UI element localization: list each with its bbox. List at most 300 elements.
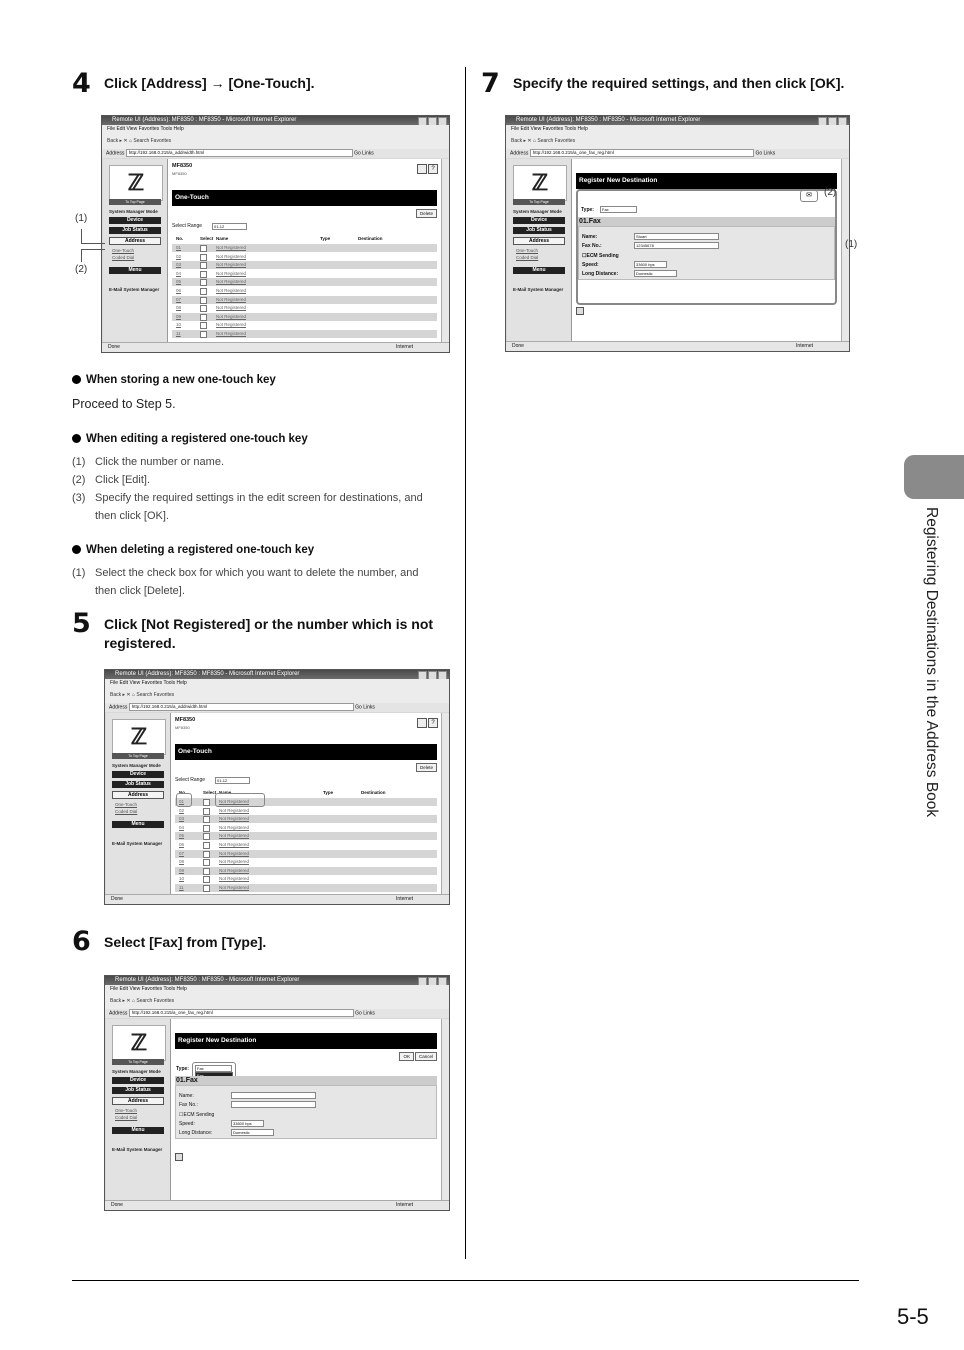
content-pane xyxy=(168,159,441,343)
row-number: 01 xyxy=(179,799,185,804)
callout-1-d: (1) xyxy=(845,239,858,250)
menu-bar: File Edit View Favorites Tools Help xyxy=(506,125,849,134)
callout-2-d: (2) xyxy=(824,187,837,198)
help-icon: ? xyxy=(428,718,438,728)
item-text: Specify the required settings in the edit screen for destinations, and xyxy=(95,492,423,504)
row-checkbox xyxy=(203,816,210,823)
footer-rule xyxy=(72,1280,859,1281)
device-button: Device xyxy=(112,1077,164,1084)
register-header: Register New Destination xyxy=(175,1033,437,1049)
item-text: then click [OK]. xyxy=(95,510,169,522)
one-touch-link: One-Touch xyxy=(112,248,135,253)
table-row xyxy=(172,313,437,321)
row-checkbox xyxy=(200,297,207,304)
edit-heading-text: When editing a registered one-touch key xyxy=(86,433,308,445)
status-internet: Internet xyxy=(396,896,413,902)
status-bar xyxy=(105,1200,449,1210)
col-name: Name xyxy=(216,236,229,241)
ecm-row: ☐ECM Sending xyxy=(179,1112,215,1118)
status-done: Done xyxy=(111,1202,123,1208)
address-bar xyxy=(102,149,449,158)
row-name: Not Registered xyxy=(219,799,250,804)
email-sys-mgr: E-Mail System Manager xyxy=(112,1147,163,1152)
coded-dial-link: Coded Dial xyxy=(112,255,135,260)
row-name: Not Registered xyxy=(216,253,247,259)
callout-line xyxy=(81,249,105,250)
go-button: Go xyxy=(755,150,763,157)
row-name: Not Registered xyxy=(219,807,250,813)
row-checkbox xyxy=(200,314,207,321)
table-row xyxy=(172,296,437,304)
list-item xyxy=(72,507,452,525)
table-row xyxy=(175,815,437,823)
type-label: Type: xyxy=(176,1066,189,1072)
content-pane xyxy=(171,713,441,895)
row-name: Not Registered xyxy=(219,833,250,839)
to-top-page: To Top Page xyxy=(112,1059,164,1065)
row-number: 06 xyxy=(179,842,185,847)
row-name: Not Registered xyxy=(219,824,250,830)
one-touch-link: One-Touch xyxy=(115,802,138,807)
email-sys-mgr: E-Mail System Manager xyxy=(112,841,163,846)
browser-toolbar: Back ▸ ✕ ⌂ Search Favorites xyxy=(506,134,849,150)
row-number: 05 xyxy=(179,833,185,839)
address-button: Address xyxy=(112,791,164,799)
coded-dial-link: Coded Dial xyxy=(115,809,138,814)
device-button: Device xyxy=(513,217,565,224)
callout-line xyxy=(81,249,82,262)
row-name: Not Registered xyxy=(219,816,250,822)
row-name: Not Registered xyxy=(216,270,247,276)
row-checkbox xyxy=(203,808,210,815)
long-distance-dropdown: Domestic xyxy=(231,1129,274,1136)
row-number: 05 xyxy=(176,279,182,285)
coded-dial-link: Coded Dial xyxy=(516,255,539,260)
job-status-button: Job Status xyxy=(109,227,161,234)
table-row xyxy=(172,253,437,261)
list-item xyxy=(72,453,452,471)
row-checkbox xyxy=(200,254,207,261)
row-name: Not Registered xyxy=(219,876,250,882)
row-checkbox xyxy=(203,833,210,840)
refresh-icon xyxy=(417,164,427,174)
col-select: Select xyxy=(203,790,217,795)
one-touch-header: One-Touch xyxy=(172,190,437,206)
item-number: (1) xyxy=(72,456,86,468)
faxno-field xyxy=(231,1101,316,1108)
row-name: Not Registered xyxy=(216,262,247,268)
one-touch-link: One-Touch xyxy=(115,1108,138,1113)
row-name: Not Registered xyxy=(219,859,250,865)
step-5-title-line1: Click [Not Registered] or the number which is not xyxy=(104,616,434,632)
row-number: 02 xyxy=(176,253,182,259)
left-pane xyxy=(106,1019,171,1201)
table-row xyxy=(172,270,437,278)
status-bar xyxy=(506,341,849,351)
window-title: Remote UI (Address): MF8350 : MF8350 - Microsoft Internet Explorer xyxy=(506,116,849,125)
status-internet: Internet xyxy=(396,1202,413,1208)
faxno-field: 12345678 xyxy=(634,242,719,249)
table-header xyxy=(172,235,437,243)
col-type: Type xyxy=(320,236,331,241)
back-arrow-icon xyxy=(175,1153,183,1161)
table-row xyxy=(172,261,437,269)
row-number: 10 xyxy=(176,322,182,328)
type-label: Type: xyxy=(581,207,594,213)
ecm-label: ECM Sending xyxy=(183,1112,215,1118)
cancel-button: Cancel xyxy=(415,1052,437,1061)
bullet-dot xyxy=(72,545,81,554)
row-number: 07 xyxy=(176,296,182,302)
speed-dropdown: 33600 bps xyxy=(634,261,667,268)
delete-heading-text: When deleting a registered one-touch key xyxy=(86,544,315,556)
speed-label: Speed: xyxy=(582,262,599,268)
to-top-page: To Top Page xyxy=(513,199,565,205)
row-number: 01 xyxy=(176,245,182,250)
device-sub: MF8350 xyxy=(175,725,190,730)
go-button: Go xyxy=(355,704,362,711)
ok-button: OK xyxy=(399,1052,414,1061)
step-4-title: Click [Address] → [One-Touch]. xyxy=(104,75,315,91)
speed-label: Speed: xyxy=(179,1121,195,1127)
browser-toolbar: Back ▸ ✕ ⌂ Search Favorites xyxy=(105,994,449,1010)
step-7-title: Specify the required settings, and then click [OK]. xyxy=(513,75,845,91)
row-checkbox xyxy=(200,279,207,286)
list-item xyxy=(72,489,452,507)
faxno-label: Fax No.: xyxy=(582,243,602,249)
chapter-tab xyxy=(904,455,964,499)
links-label: Links xyxy=(363,704,375,711)
entry-form xyxy=(175,1085,437,1139)
address-label: Address xyxy=(510,150,529,157)
device-name: MF8350 xyxy=(172,163,193,169)
highlight-not-registered xyxy=(215,793,265,807)
faxno-label: Fax No.: xyxy=(179,1102,198,1108)
row-name: Not Registered xyxy=(216,313,247,319)
name-field xyxy=(231,1092,316,1099)
entry-title: 01.Fax xyxy=(579,218,601,225)
row-checkbox xyxy=(203,876,210,883)
row-name: Not Registered xyxy=(216,331,247,336)
list-item xyxy=(72,582,452,600)
speed-dropdown: 33600 bps xyxy=(231,1120,264,1127)
name-label: Name: xyxy=(179,1093,194,1099)
table-row xyxy=(175,832,437,840)
name-field: Stuart xyxy=(634,233,719,240)
callout-2-a: (2) xyxy=(75,264,88,275)
mode-label: System Manager Mode xyxy=(112,1069,161,1074)
highlight-number xyxy=(176,793,192,807)
url-field: http://192.168.0.215/a_one_fax_reg.html xyxy=(129,1009,354,1017)
row-number: 06 xyxy=(176,288,182,293)
row-number: 10 xyxy=(179,876,185,882)
list-item xyxy=(72,564,452,582)
delete-heading xyxy=(72,544,314,556)
screenshot-select-type xyxy=(104,975,450,1211)
long-distance-label: Long Distance: xyxy=(179,1130,213,1136)
delete-button: Delete xyxy=(416,209,437,218)
go-button: Go xyxy=(354,150,361,157)
email-sys-mgr: E-Mail System Manager xyxy=(513,287,564,292)
row-name: Not Registered xyxy=(216,296,247,302)
row-number: 11 xyxy=(179,885,184,890)
row-name: Not Registered xyxy=(216,288,247,293)
address-label: Address xyxy=(109,1010,128,1017)
ecm-row: ☐ECM Sending xyxy=(582,253,619,259)
window-title: Remote UI (Address): MF8350 : MF8350 - Microsoft Internet Explorer xyxy=(105,976,449,985)
col-type: Type xyxy=(323,790,334,795)
table-row xyxy=(172,330,437,338)
entry-form xyxy=(578,226,835,280)
url-field: http://192.168.0.215/a_addrwidth.html xyxy=(129,703,354,711)
menu-bar: File Edit View Favorites Tools Help xyxy=(102,125,449,134)
left-pane xyxy=(507,159,572,342)
row-name: Not Registered xyxy=(219,867,250,873)
row-name: Not Registered xyxy=(216,305,247,311)
address-bar xyxy=(506,149,849,158)
status-bar xyxy=(102,342,449,352)
menu-button: Menu xyxy=(109,267,161,274)
row-name: Not Registered xyxy=(219,842,250,847)
row-number: 09 xyxy=(176,313,182,319)
scrollbar xyxy=(441,159,449,343)
menu-button: Menu xyxy=(112,821,164,828)
row-name: Not Registered xyxy=(216,279,247,285)
scrollbar xyxy=(441,713,449,895)
screenshot-one-touch-list xyxy=(101,115,450,353)
row-name: Not Registered xyxy=(216,245,247,250)
type-dropdown: Fax xyxy=(195,1065,232,1072)
screenshot-not-registered xyxy=(104,669,450,905)
bullet-dot xyxy=(72,375,81,384)
new-key-heading-text: When storing a new one-touch key xyxy=(86,374,276,386)
new-key-heading xyxy=(72,374,276,386)
back-arrow-icon xyxy=(576,307,584,315)
remote-ui-logo-icon: ℤ xyxy=(112,1025,166,1061)
row-number: 07 xyxy=(179,850,185,856)
col-no: No. xyxy=(176,236,184,241)
item-text: Click [Edit]. xyxy=(95,474,151,486)
row-checkbox xyxy=(203,842,210,849)
table-row xyxy=(175,841,437,849)
job-status-button: Job Status xyxy=(112,1087,164,1094)
device-name: MF8350 xyxy=(175,717,196,723)
bullet-dot xyxy=(72,434,81,443)
callout-line xyxy=(81,243,105,244)
col-no: No. xyxy=(179,790,187,795)
callout-line xyxy=(81,229,82,243)
callout-1-a: (1) xyxy=(75,213,88,224)
device-button: Device xyxy=(112,771,164,778)
row-number: 11 xyxy=(176,331,181,336)
row-checkbox xyxy=(203,851,210,858)
row-number: 09 xyxy=(179,867,185,873)
links-label: Links xyxy=(362,150,374,157)
item-text: then click [Delete]. xyxy=(95,585,185,597)
item-number: (2) xyxy=(72,474,86,486)
mode-label: System Manager Mode xyxy=(112,763,161,768)
address-label: Address xyxy=(106,150,125,157)
row-checkbox xyxy=(200,331,207,338)
ecm-label: ECM Sending xyxy=(586,253,619,259)
edit-heading xyxy=(72,433,308,445)
row-number: 02 xyxy=(179,807,185,813)
column-divider xyxy=(465,67,466,1259)
row-checkbox xyxy=(200,305,207,312)
left-pane xyxy=(106,713,171,895)
scrollbar xyxy=(441,1019,449,1201)
row-number: 03 xyxy=(176,262,182,268)
select-range-label: Select Range xyxy=(175,777,206,783)
item-text: Click the number or name. xyxy=(95,456,224,468)
row-checkbox xyxy=(200,245,207,252)
table-row xyxy=(175,867,437,875)
row-checkbox xyxy=(200,271,207,278)
table-row xyxy=(172,244,437,252)
menu-bar: File Edit View Favorites Tools Help xyxy=(105,679,449,688)
scrollbar xyxy=(841,159,849,342)
url-field: http://192.168.0.215/a_addrwidth.html xyxy=(126,149,353,157)
window-title: Remote UI (Address): MF8350 : MF8350 - Microsoft Internet Explorer xyxy=(102,116,449,125)
job-status-button: Job Status xyxy=(112,781,164,788)
select-range-label: Select Range xyxy=(172,223,203,229)
item-number: (3) xyxy=(72,492,86,504)
window-title: Remote UI (Address): MF8350 : MF8350 - Microsoft Internet Explorer xyxy=(105,670,449,679)
table-row xyxy=(175,850,437,858)
item-text: Select the check box for which you want to delete the number, and xyxy=(95,567,419,579)
row-number: 03 xyxy=(179,816,185,822)
long-distance-dropdown: Domestic xyxy=(634,270,677,277)
table-row xyxy=(172,304,437,312)
one-touch-header: One-Touch xyxy=(175,744,437,760)
mode-label: System Manager Mode xyxy=(513,209,562,214)
row-name: Not Registered xyxy=(219,850,250,856)
new-key-text: Proceed to Step 5. xyxy=(72,397,176,411)
row-checkbox xyxy=(203,868,210,875)
table-row xyxy=(175,875,437,883)
menu-bar: File Edit View Favorites Tools Help xyxy=(105,985,449,994)
browser-toolbar: Back ▸ ✕ ⌂ Search Favorites xyxy=(102,134,449,150)
remote-ui-logo-icon: ℤ xyxy=(109,165,163,201)
col-destination: Destination xyxy=(361,790,386,795)
step-5-number: 5 xyxy=(72,608,91,639)
table-row xyxy=(172,321,437,329)
remote-ui-logo-icon: ℤ xyxy=(513,165,567,201)
row-checkbox xyxy=(203,799,210,806)
job-status-button: Job Status xyxy=(513,227,565,234)
status-internet: Internet xyxy=(796,343,813,349)
long-distance-label: Long Distance: xyxy=(582,271,619,277)
step-5-title-line2: registered. xyxy=(104,635,176,651)
page-number: 5-5 xyxy=(897,1304,929,1329)
content-pane xyxy=(572,159,841,342)
help-icon: ? xyxy=(428,164,438,174)
mode-label: System Manager Mode xyxy=(109,209,158,214)
to-top-page: To Top Page xyxy=(112,753,164,759)
table-row xyxy=(172,287,437,295)
links-label: Links xyxy=(763,150,776,157)
entry-title: 01.Fax xyxy=(176,1077,198,1084)
to-top-page: To Top Page xyxy=(109,199,161,205)
status-done: Done xyxy=(512,343,524,349)
address-button: Address xyxy=(112,1097,164,1105)
col-name: Name xyxy=(219,790,232,795)
one-touch-link: One-Touch xyxy=(516,248,539,253)
go-button: Go xyxy=(355,1010,362,1017)
row-number: 08 xyxy=(176,305,182,311)
row-checkbox xyxy=(203,885,210,892)
col-select: Select xyxy=(200,236,214,241)
menu-button: Menu xyxy=(112,1127,164,1134)
status-bar xyxy=(105,894,449,904)
table-row xyxy=(175,824,437,832)
links-label: Links xyxy=(363,1010,375,1017)
select-range-dropdown: 01-12 xyxy=(215,777,250,784)
url-field: http://192.168.0.215/a_one_fax_reg.html xyxy=(530,149,754,157)
address-label: Address xyxy=(109,704,128,711)
table-row xyxy=(175,807,437,815)
item-number: (1) xyxy=(72,567,86,579)
coded-dial-link: Coded Dial xyxy=(115,1115,138,1120)
step-6-title: Select [Fax] from [Type]. xyxy=(104,934,267,950)
remote-ui-logo-icon: ℤ xyxy=(112,719,166,755)
content-pane xyxy=(171,1019,441,1201)
address-bar xyxy=(105,703,449,712)
menu-button: Menu xyxy=(513,267,565,274)
step-6-number: 6 xyxy=(72,926,91,957)
email-sys-mgr: E-Mail System Manager xyxy=(109,287,160,292)
entry-title-bar xyxy=(175,1076,437,1085)
refresh-icon xyxy=(417,718,427,728)
row-checkbox xyxy=(200,288,207,295)
row-number: 04 xyxy=(179,824,185,830)
browser-toolbar: Back ▸ ✕ ⌂ Search Favorites xyxy=(105,688,449,704)
name-label: Name: xyxy=(582,234,598,240)
row-checkbox xyxy=(203,859,210,866)
address-button: Address xyxy=(513,237,565,245)
register-header: Register New Destination xyxy=(576,173,837,189)
status-done: Done xyxy=(111,896,123,902)
type-dropdown: Fax xyxy=(600,206,637,213)
step-7-number: 7 xyxy=(481,68,500,99)
step-4-number: 4 xyxy=(72,68,91,99)
select-range-dropdown: 01-12 xyxy=(212,223,247,230)
table-row xyxy=(175,884,437,892)
entry-title-bar xyxy=(578,217,835,226)
address-book-icon: ✉ xyxy=(800,190,818,202)
table-row xyxy=(175,858,437,866)
row-checkbox xyxy=(203,825,210,832)
list-item xyxy=(72,471,452,489)
row-checkbox xyxy=(200,322,207,329)
status-done: Done xyxy=(108,344,120,350)
address-button: Address xyxy=(109,237,161,245)
row-checkbox xyxy=(200,262,207,269)
chapter-title: Registering Destinations in the Address Book xyxy=(923,507,940,818)
status-internet: Internet xyxy=(396,344,413,350)
row-number: 04 xyxy=(176,270,182,276)
device-sub: MF8350 xyxy=(172,171,187,176)
row-name: Not Registered xyxy=(216,322,247,328)
device-button: Device xyxy=(109,217,161,224)
table-row xyxy=(172,278,437,286)
delete-button: Delete xyxy=(416,763,437,772)
address-bar xyxy=(105,1009,449,1018)
row-number: 08 xyxy=(179,859,185,865)
col-destination: Destination xyxy=(358,236,383,241)
row-name: Not Registered xyxy=(219,885,250,890)
left-pane xyxy=(103,159,168,343)
